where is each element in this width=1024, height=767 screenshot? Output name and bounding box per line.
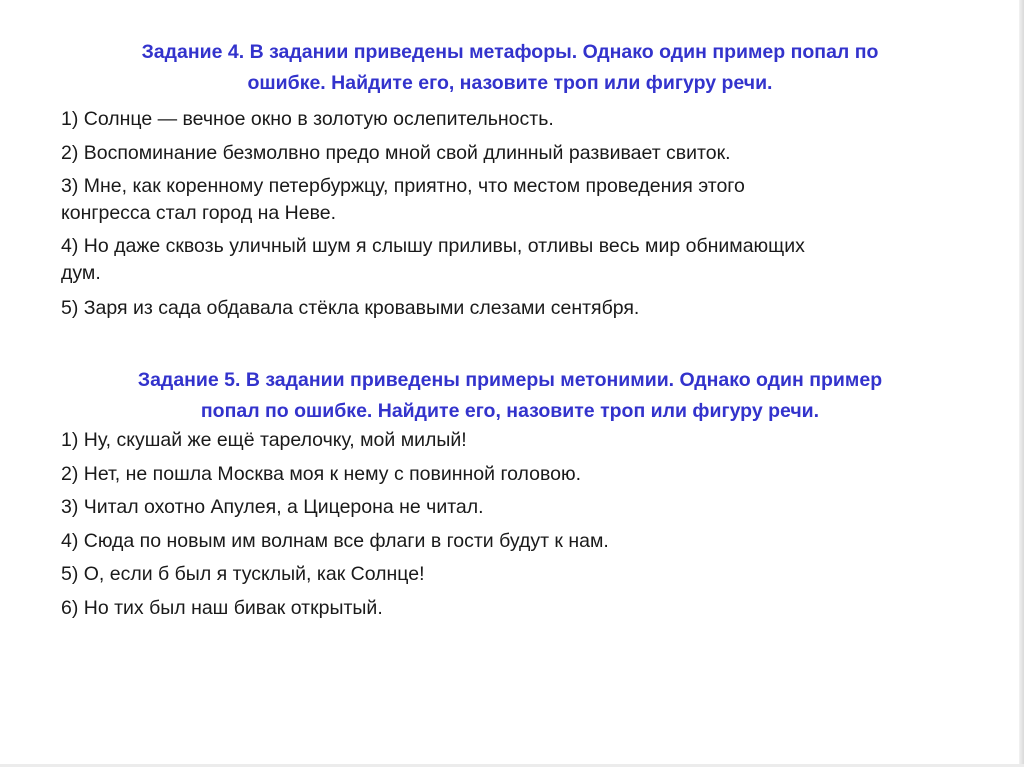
task4-item-2 [61,140,981,173]
task4-item-4-line1: 4) Но даже сквозь уличный шум я слышу приливы, отливы весь мир обнимающих [61,235,805,257]
task4-title-line1: Задание 4. В задании приведены метафоры. Однако один пример попал по [141,41,879,63]
task4-item-1-text: 1) Солнце — вечное окно в золотую ослепительность. [61,108,554,130]
task4-item-4 [61,233,981,295]
task5-list [61,427,981,628]
task5-item-1: 1) Ну, скушай же ещё тарелочку, мой милый! [61,429,467,451]
task5-title-line1: Задание 5. В задании приведены примеры метонимии. Однако один пример [137,369,883,391]
task5-title-line2: попал по ошибке. Найдите его, назовите троп или фигуру речи. [200,400,820,422]
task5-title [60,365,960,427]
task4-item-3-line1: 3) Мне, как коренному петербуржцу, приятно, что местом проведения этого [61,175,745,197]
task4-item-3 [61,173,981,233]
task4-item-5 [61,295,981,327]
task4-item-2-text: 2) Воспоминание безмолвно предо мной свой длинный развивает свиток. [61,142,731,164]
task5-item-6: 6) Но тих был наш бивак открытый. [61,596,383,619]
task4-item-5-text: 5) Заря из сада обдавала стёкла кровавыми слезами сентября. [61,297,640,319]
task5-item-4: 4) Сюда по новым им волнам все флаги в гости будут к нам. [61,529,609,552]
slide-right-edge [1019,0,1024,767]
task4-item-4-line2: дум. [61,262,101,284]
task4-item-1 [61,106,981,140]
task4-list [61,106,981,327]
task5-item-3: 3) Читал охотно Апулея, а Цицерона не читал. [61,496,484,518]
task4-title-line2: ошибке. Найдите его, назовите троп или фигуру речи. [247,72,773,94]
task5-item-5: 5) О, если б был я тусклый, как Солнце! [61,563,425,585]
task4-item-3-line2: конгресса стал город на Неве. [61,202,336,224]
task5-item-2: 2) Нет, не пошла Москва моя к нему с повинной головою. [61,462,582,485]
task4-title [60,37,960,99]
